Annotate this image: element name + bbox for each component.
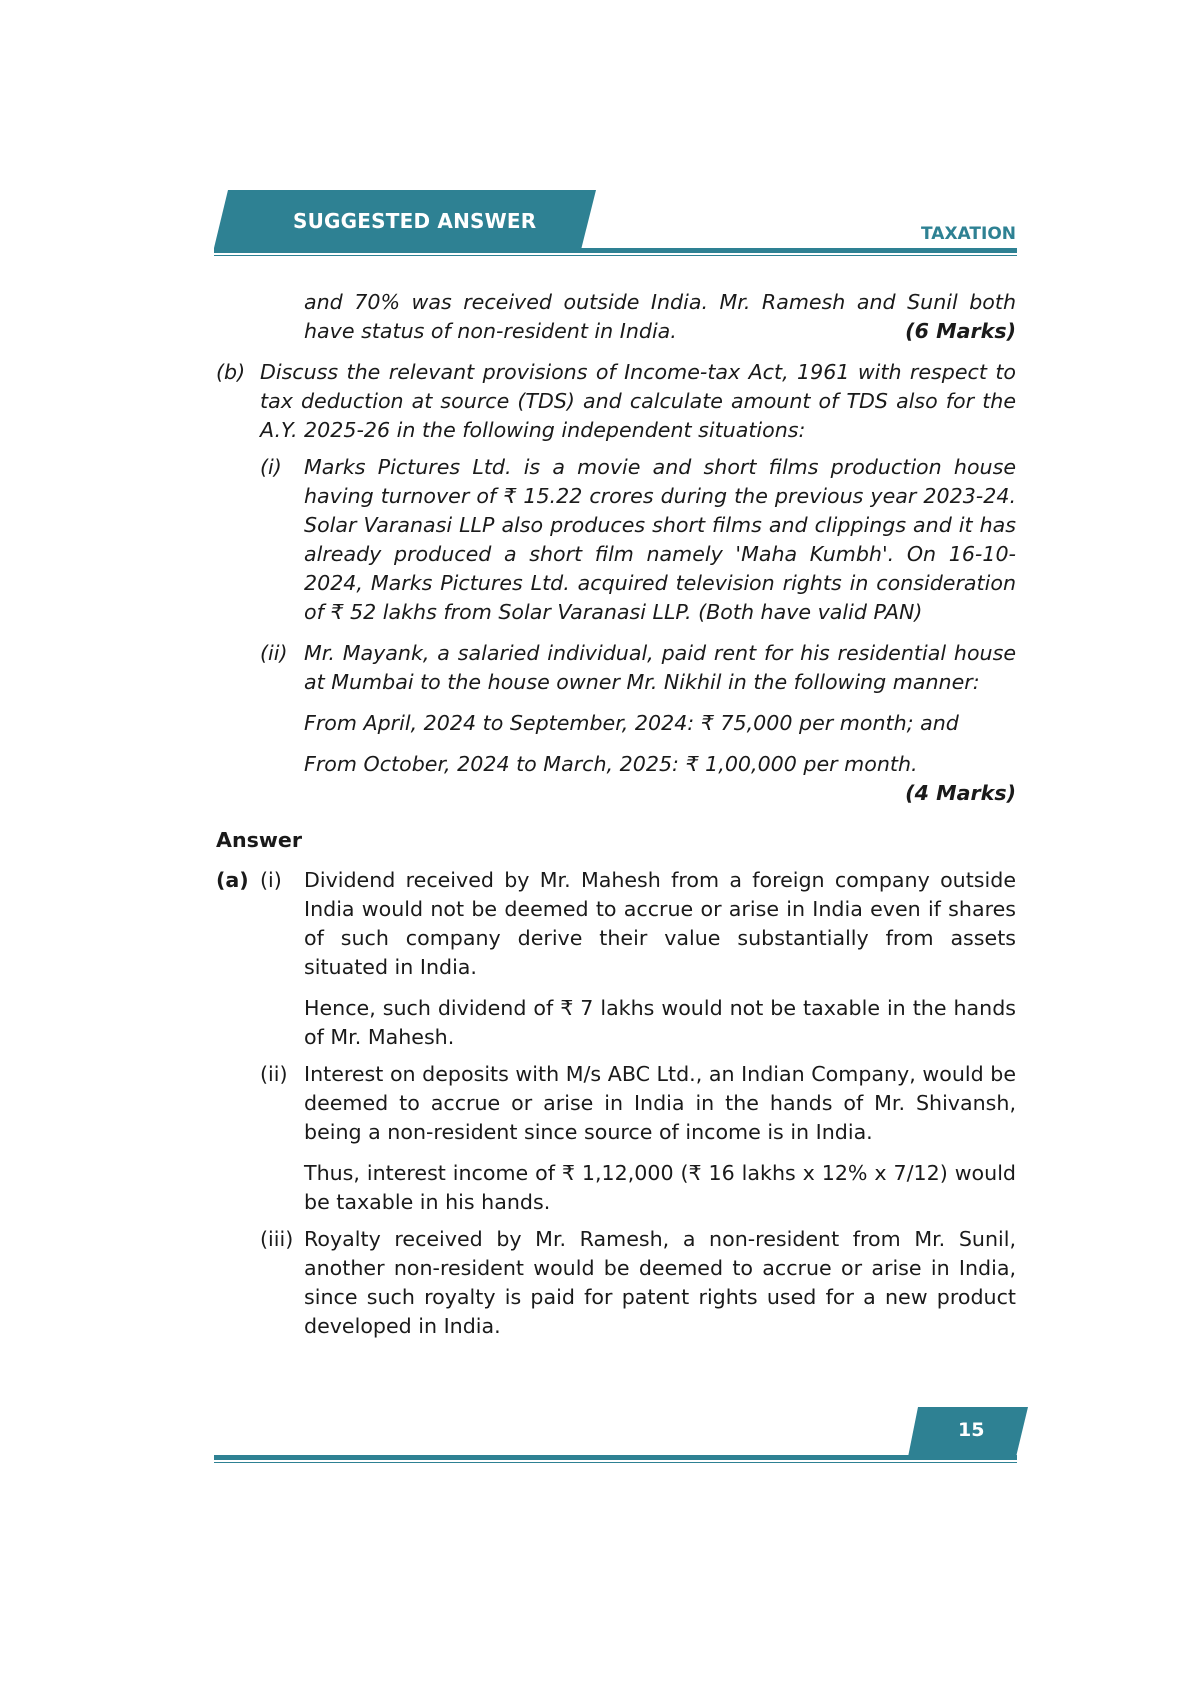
answer-paragraph: Dividend received by Mr. Mahesh from a foreign company outside India would not be deemed to accrue or arise in India even if shares of such company derive their value substantially from assets situated in India.	[304, 868, 1016, 979]
answer-paragraph: Royalty received by Mr. Ramesh, a non-resident from Mr. Sunil, another non-resident would be deemed to accrue or arise in India, since such royalty is paid for patent rights used for a new product developed in India.	[304, 1227, 1016, 1338]
item-text: Mr. Mayank, a salaried individual, paid rent for his residential house at Mumbai to the house owner Mr. Nikhil in the following manner:	[304, 641, 1016, 694]
answer-part-label: (a)	[216, 868, 249, 892]
answer-item	[216, 1060, 1016, 1217]
header-rule	[214, 248, 1017, 253]
marks-label: (4 Marks)	[905, 781, 1016, 805]
question-b-item	[216, 639, 1016, 808]
marks-label: (6 Marks)	[905, 319, 1016, 343]
page-number: 15	[958, 1419, 985, 1441]
page-content	[216, 288, 1016, 1341]
answer-heading: Answer	[216, 828, 303, 852]
answer-paragraph: Interest on deposits with M/s ABC Ltd., an Indian Company, would be deemed to accrue or arise in India in the hands of Mr. Shivansh, being a non-resident since source of income is in India.	[304, 1062, 1016, 1144]
item-label: (ii)	[260, 1062, 288, 1086]
header-rule-thin	[214, 255, 1017, 256]
item-label: (i)	[260, 868, 282, 892]
question-tail	[216, 288, 1016, 346]
question-tail-text: and 70% was received outside India. Mr. Ramesh and Sunil both have status of non-resident in India.	[304, 290, 1016, 343]
item-label: (ii)	[260, 641, 288, 665]
footer-rule	[214, 1455, 1017, 1460]
item-label: (i)	[260, 455, 282, 479]
answer-paragraph: Thus, interest income of ₹ 1,12,000 (₹ 16 lakhs x 12% x 7/12) would be taxable in his hands.	[304, 1161, 1016, 1214]
item-text: Marks Pictures Ltd. is a movie and short films production house having turnover of ₹ 15.22 crores during the previous year 2023-24. Solar Varanasi LLP also produces short films and clippings and it has already produced a short film namely 'Maha Kumbh'. On 16-10-2024, Marks Pictures Ltd. acquired television rights in consideration of ₹ 52 lakhs from Solar Varanasi LLP. (Both have valid PAN)	[304, 455, 1016, 624]
question-b	[216, 358, 1016, 445]
answer-paragraph: Hence, such dividend of ₹ 7 lakhs would not be taxable in the hands of Mr. Mahesh.	[304, 996, 1016, 1049]
item-label: (iii)	[260, 1227, 294, 1251]
rent-line: From April, 2024 to September, 2024: ₹ 75,000 per month; and	[304, 711, 959, 735]
question-b-item	[216, 453, 1016, 627]
answer-item	[216, 1225, 1016, 1341]
answer-item	[216, 866, 1016, 1052]
question-b-label: (b)	[216, 360, 246, 384]
header-subject: TAXATION	[921, 224, 1016, 244]
question-b-text: Discuss the relevant provisions of Income-tax Act, 1961 with respect to tax deduction at source (TDS) and calculate amount of TDS also for the A.Y. 2025-26 in the following independent situations:	[260, 360, 1016, 442]
header-title: SUGGESTED ANSWER	[293, 209, 537, 233]
footer-rule-thin	[214, 1462, 1017, 1463]
rent-line: From October, 2024 to March, 2025: ₹ 1,00,000 per month.	[304, 752, 918, 776]
